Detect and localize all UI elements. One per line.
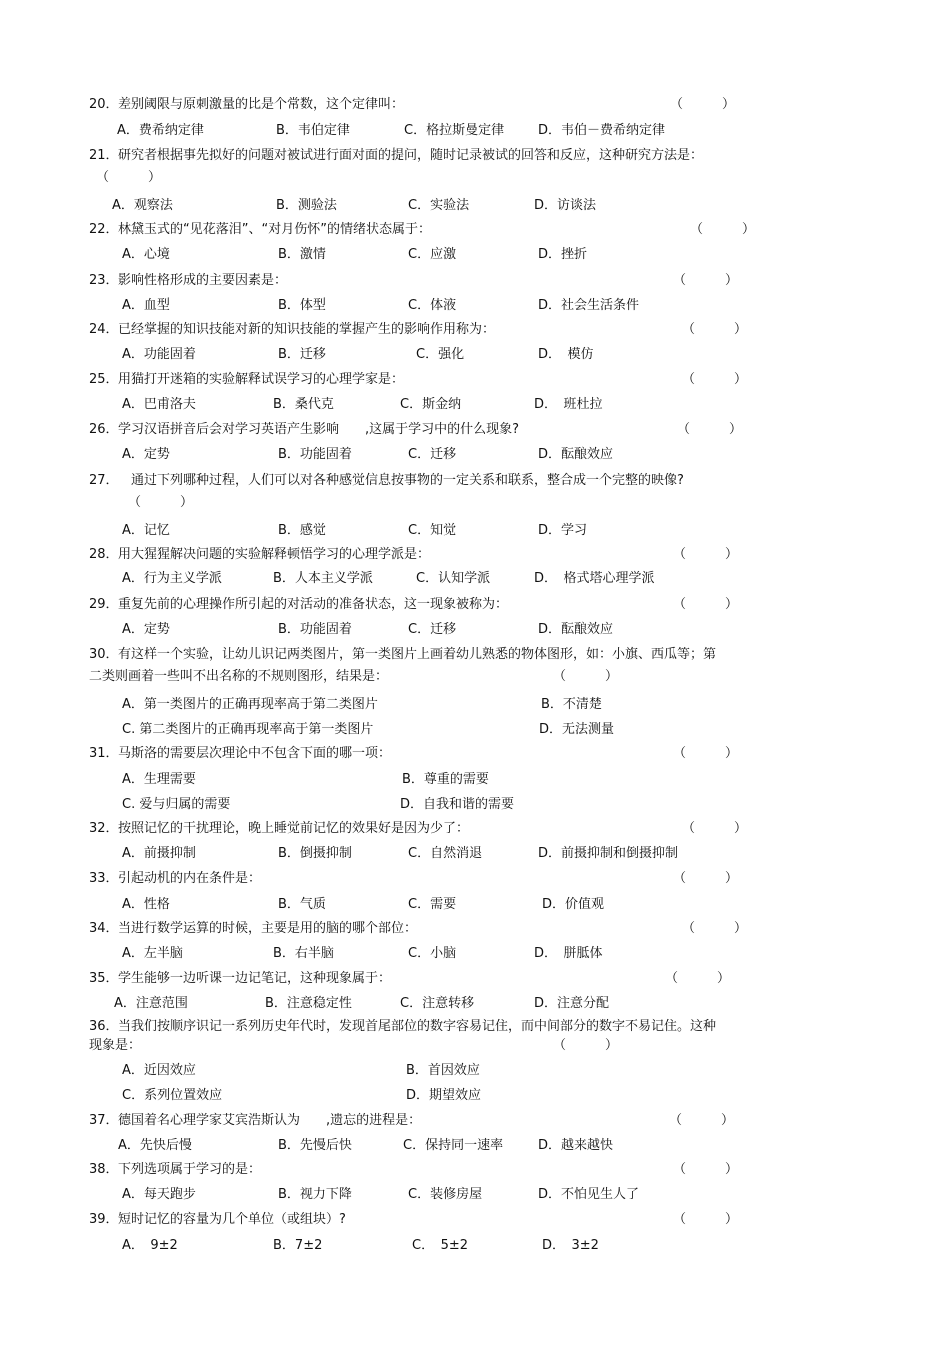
question-number: 21． [89, 148, 119, 163]
option-b: B．倒摄抑制 [278, 846, 352, 861]
option-d: D．前摄抑制和倒摄抑制 [538, 846, 679, 861]
option-d: D． 3±2 [542, 1238, 599, 1253]
question-stem: 通过下列哪种过程，人们可以对各种感觉信息按事物的一定关系和联系，整合成一个完整的映像? [118, 473, 684, 488]
answer-blank: （ ） [682, 921, 748, 936]
answer-blank: （ ） [96, 170, 162, 185]
option-d: D．学习 [538, 523, 588, 538]
question-number: 25． [89, 372, 119, 387]
option-c: C．保持同一速率 [403, 1138, 504, 1153]
option-a: A．第一类图片的正确再现率高于第二类图片 [122, 697, 378, 712]
option-c: C． 5±2 [412, 1238, 469, 1253]
option-c: C．自然消退 [408, 846, 483, 861]
question-stem: 引起动机的内在条件是： [118, 871, 262, 886]
answer-blank: （ ） [553, 669, 619, 684]
option-a: A．巴甫洛夫 [122, 397, 196, 412]
question-number: 22． [89, 222, 119, 237]
question-number: 33． [89, 871, 119, 886]
option-d: D． 格式塔心理学派 [534, 571, 655, 586]
option-b: B．测验法 [276, 198, 337, 213]
question-stem: 有这样一个实验，让幼儿识记两类图片，第一类图片上画着幼儿熟悉的物体图形，如：小旗、西瓜等；第 [118, 647, 717, 662]
option-b: B．右半脑 [273, 946, 334, 961]
question-stem: 按照记忆的干扰理论，晚上睡觉前记忆的效果好是因为少了： [118, 821, 470, 836]
option-a: A．定势 [122, 447, 170, 462]
option-a: A．行为主义学派 [122, 571, 222, 586]
question-number: 39． [89, 1212, 119, 1227]
option-d: D．不怕见生人了 [538, 1187, 640, 1202]
option-a: A．近因效应 [122, 1063, 196, 1078]
answer-blank: （ ） [553, 1038, 619, 1053]
question-number: 36． [89, 1019, 119, 1034]
answer-blank: （ ） [682, 372, 748, 387]
option-a: A．功能固着 [122, 347, 196, 362]
option-c: C．实验法 [408, 198, 470, 213]
option-d: D．无法测量 [539, 722, 615, 737]
answer-blank: （ ） [673, 547, 739, 562]
question-stem: 影响性格形成的主要因素是： [118, 273, 288, 288]
option-c: C．体液 [408, 298, 457, 313]
question-stem: 研究者根据事先拟好的问题对被试进行面对面的提问，随时记录被试的回答和反应，这种研究方法是： [118, 148, 704, 163]
question-number: 29． [89, 597, 119, 612]
option-c: C．小脑 [408, 946, 457, 961]
question-number: 38． [89, 1162, 119, 1177]
option-a: A．每天跑步 [122, 1187, 196, 1202]
answer-blank: （ ） [682, 821, 748, 836]
answer-blank: （ ） [690, 222, 756, 237]
question-stem: 差别阈限与原刺激量的比是个常数，这个定律叫： [118, 97, 405, 112]
answer-blank: （ ） [673, 871, 739, 886]
question-stem: 马斯洛的需要层次理论中不包含下面的哪一项： [118, 746, 392, 761]
answer-blank: （ ） [673, 273, 739, 288]
question-number: 28． [89, 547, 119, 562]
option-c: C．斯金纳 [400, 397, 462, 412]
option-b: B．首因效应 [406, 1063, 480, 1078]
question-number: 35． [89, 971, 119, 986]
question-stem: 学习汉语拼音后会对学习英语产生影响 ,这属于学习中的什么现象? [118, 422, 520, 437]
option-d: D．社会生活条件 [538, 298, 640, 313]
option-a: A．血型 [122, 298, 170, 313]
question-stem: 下列选项属于学习的是： [118, 1162, 262, 1177]
question-number: 32． [89, 821, 119, 836]
option-d: D．注意分配 [534, 996, 610, 1011]
option-b: B．功能固着 [278, 447, 352, 462]
question-number: 37． [89, 1113, 119, 1128]
answer-blank: （ ） [673, 1162, 739, 1177]
option-b: B．7±2 [273, 1238, 323, 1253]
option-b: B．韦伯定律 [276, 123, 350, 138]
option-d: D．挫折 [538, 247, 588, 262]
question-number: 23． [89, 273, 119, 288]
question-stem-continued: 二类则画着一些叫不出名称的不规则图形，结果是： [89, 669, 389, 684]
option-d: D．酝酿效应 [538, 622, 614, 637]
option-a: A．心境 [122, 247, 170, 262]
option-c: C．应激 [408, 247, 457, 262]
question-number: 31． [89, 746, 119, 761]
option-b: B．注意稳定性 [265, 996, 352, 1011]
option-b: B．不清楚 [541, 697, 602, 712]
option-c: C. 爱与归属的需要 [122, 797, 231, 812]
question-stem: 德国着名心理学家艾宾浩斯认为 ,遗忘的进程是： [118, 1113, 422, 1128]
option-a: A．记忆 [122, 523, 170, 538]
option-c: C．认知学派 [416, 571, 491, 586]
option-d: D．越来越快 [538, 1138, 614, 1153]
option-c: C．迁移 [408, 447, 457, 462]
question-number: 30． [89, 647, 119, 662]
option-b: B．尊重的需要 [402, 772, 489, 787]
option-b: B．感觉 [278, 523, 326, 538]
option-c: C．迁移 [408, 622, 457, 637]
question-number: 34． [89, 921, 119, 936]
question-stem: 重复先前的心理操作所引起的对活动的准备状态，这一现象被称为： [118, 597, 509, 612]
option-b: B．气质 [278, 897, 326, 912]
question-number: 27． [89, 473, 119, 488]
option-c: C．需要 [408, 897, 457, 912]
option-c: C．装修房屋 [408, 1187, 483, 1202]
question-number: 26． [89, 422, 119, 437]
option-a: A．定势 [122, 622, 170, 637]
answer-blank: （ ） [128, 495, 194, 510]
option-a: A．费希纳定律 [117, 123, 204, 138]
option-a: A．左半脑 [122, 946, 183, 961]
option-d: D．韦伯－费希纳定律 [538, 123, 666, 138]
option-a: A．生理需要 [122, 772, 196, 787]
answer-blank: （ ） [670, 97, 736, 112]
option-d: D．酝酿效应 [538, 447, 614, 462]
option-c: C．格拉斯曼定律 [404, 123, 505, 138]
option-c: C．知觉 [408, 523, 457, 538]
option-b: B．体型 [278, 298, 326, 313]
option-a: A． 9±2 [122, 1238, 178, 1253]
option-b: B．视力下降 [278, 1187, 352, 1202]
option-c: C．强化 [416, 347, 465, 362]
answer-blank: （ ） [677, 422, 743, 437]
option-d: D． 班杜拉 [534, 397, 603, 412]
question-stem: 当进行数学运算的时候，主要是用的脑的哪个部位： [118, 921, 418, 936]
answer-blank: （ ） [682, 322, 748, 337]
answer-blank: （ ） [673, 597, 739, 612]
question-stem: 用猫打开迷箱的实验解释试误学习的心理学家是： [118, 372, 405, 387]
answer-blank: （ ） [673, 746, 739, 761]
option-d: D．价值观 [542, 897, 605, 912]
option-b: B．桑代克 [273, 397, 334, 412]
question-stem: 林黛玉式的“见花落泪”、“对月伤怀”的情绪状态属于： [118, 222, 431, 237]
option-c: C. 第二类图片的正确再现率高于第一类图片 [122, 722, 374, 737]
question-number: 24． [89, 322, 119, 337]
option-d: D．访谈法 [534, 198, 597, 213]
option-a: A．注意范围 [114, 996, 188, 1011]
question-stem: 学生能够一边听课一边记笔记，这种现象属于： [118, 971, 392, 986]
option-a: A．先快后慢 [118, 1138, 192, 1153]
option-b: B．迁移 [278, 347, 326, 362]
answer-blank: （ ） [669, 1113, 735, 1128]
answer-blank: （ ） [665, 971, 731, 986]
answer-blank: （ ） [673, 1212, 739, 1227]
option-b: B．人本主义学派 [273, 571, 373, 586]
option-d: D．期望效应 [406, 1088, 482, 1103]
option-a: A．观察法 [112, 198, 173, 213]
option-a: A．性格 [122, 897, 170, 912]
question-stem: 短时记忆的容量为几个单位（或组块）? [118, 1212, 346, 1227]
option-c: C．注意转移 [400, 996, 475, 1011]
option-b: B．先慢后快 [278, 1138, 352, 1153]
option-d: D．自我和谐的需要 [400, 797, 515, 812]
option-b: B．功能固着 [278, 622, 352, 637]
option-a: A．前摄抑制 [122, 846, 196, 861]
question-stem: 用大猩猩解决问题的实验解释顿悟学习的心理学派是： [118, 547, 431, 562]
option-c: C．系列位置效应 [122, 1088, 223, 1103]
option-d: D． 胼胝体 [534, 946, 603, 961]
option-d: D． 模仿 [538, 347, 594, 362]
option-b: B．激情 [278, 247, 326, 262]
question-stem: 已经掌握的知识技能对新的知识技能的掌握产生的影响作用称为： [118, 322, 496, 337]
question-stem-continued: 现象是： [89, 1038, 142, 1053]
question-stem: 当我们按顺序识记一系列历史年代时，发现首尾部位的数字容易记住，而中间部分的数字不易记住。这种 [118, 1019, 717, 1034]
question-number: 20． [89, 97, 119, 112]
